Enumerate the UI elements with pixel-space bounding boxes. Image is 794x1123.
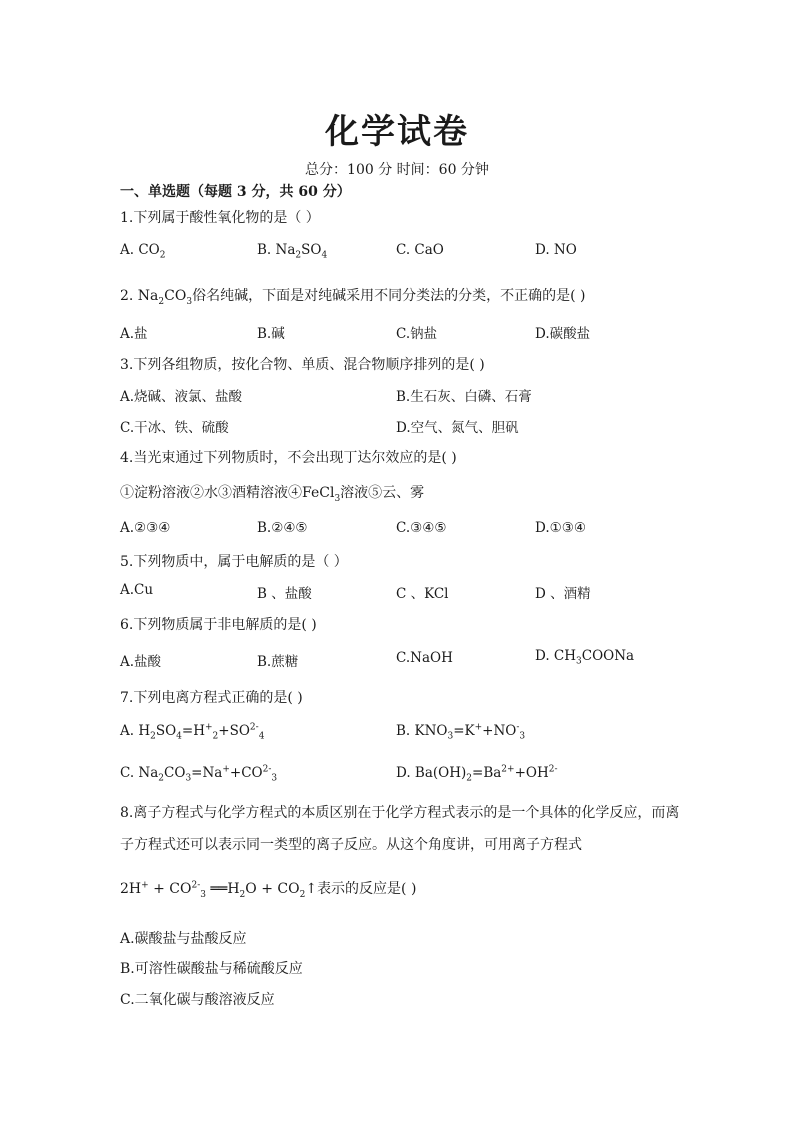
question-7-option-b: B. $KNO_3=K^++NO^-_3$ [396,722,526,742]
question-8-stem-line-2: 子方程式还可以表示同一类型的离子反应。从这个角度讲，可用离子方程式 [120,837,582,853]
question-6-option-d: D. $CH_3COONa$ [535,648,635,667]
question-3-option-a: A.烧碱、液氯、盐酸 [120,389,243,405]
question-2-option-a: A.盐 [120,326,148,342]
question-1-option-d: D. NO [535,242,577,258]
question-2-option-c: C.钠盐 [396,326,438,342]
question-1-option-c: C. CaO [396,242,444,258]
question-8-ionic-equation: $2H^+ + CO^{2-}_3$ $══H_2O$ + $CO_2↑$表示的反应是( ) [120,880,417,900]
question-4-option-c: C.③④⑤ [396,520,447,536]
question-8-stem-line-1: 8.离子方程式与化学方程式的本质区别在于化学方程式表示的是一个具体的化学反应，而离 [120,805,680,821]
section-heading: 一、单选题（每题 3 分，共 60 分） [120,184,351,200]
exam-meta: 总分：100 分 时间：60 分钟 [305,162,489,178]
question-7-option-a: A. $H_2SO_4=H^+_2+SO^{2-}_4$ [120,722,265,742]
question-5-option-d: D 、酒精 [535,586,591,602]
question-2-option-b: B.碱 [257,326,285,342]
question-5-option-b: B 、盐酸 [257,586,312,602]
question-5-stem: 5.下列物质中，属于电解质的是（ ） [120,554,348,570]
question-6-option-c: C.NaOH [396,650,453,666]
question-7-option-d: D. $Ba(OH)_2=Ba^{2+}+OH^{2-}$ [396,764,558,784]
question-4-option-b: B.②④⑤ [257,520,308,536]
question-3-option-d: D.空气、氮气、胆矾 [396,420,519,436]
question-2-stem: 2. $Na_2CO_3$俗名纯碱，下面是对纯碱采用不同分类法的分类，不正确的是( ) [120,288,586,307]
question-1-option-a: A. $CO_2$ [120,242,166,261]
question-2-option-d: D.碳酸盐 [535,326,591,342]
question-7-stem: 7.下列电离方程式正确的是( ) [120,690,303,706]
question-4-substance-list: ①淀粉溶液②水③酒精溶液④FeCl$_3$溶液⑤云、雾 [120,485,425,504]
question-5-option-a: A.Cu [120,582,154,598]
question-4-option-d: D.①③④ [535,520,586,536]
question-6-option-b: B.蔗糖 [257,654,299,670]
question-3-option-b: B.生石灰、白磷、石膏 [396,389,532,405]
question-4-stem: 4.当光束通过下列物质时，不会出现丁达尔效应的是( ) [120,450,457,466]
question-4-option-a: A.②③④ [120,520,171,536]
question-3-stem: 3.下列各组物质，按化合物、单质、混合物顺序排列的是( ) [120,357,485,373]
question-7-option-c: C. $Na_2CO_3=Na^++CO^{2-}_3$ [120,764,278,784]
question-8-option-c: C.二氧化碳与酸溶液反应 [120,992,275,1008]
question-8-option-b: B.可溶性碳酸盐与稀硫酸反应 [120,961,303,977]
question-6-option-a: A.盐酸 [120,654,162,670]
question-6-stem: 6.下列物质属于非电解质的是( ) [120,617,317,633]
question-1-option-b: B. $Na_2SO_4$ [257,242,328,261]
question-5-option-c: C 、KCl [396,586,449,602]
question-1-stem: 1.下列属于酸性氧化物的是（ ） [120,210,320,226]
question-8-option-a: A.碳酸盐与盐酸反应 [120,931,247,947]
question-3-option-c: C.干冰、铁、硫酸 [120,420,229,436]
page-title: 化学试卷 [325,112,469,152]
